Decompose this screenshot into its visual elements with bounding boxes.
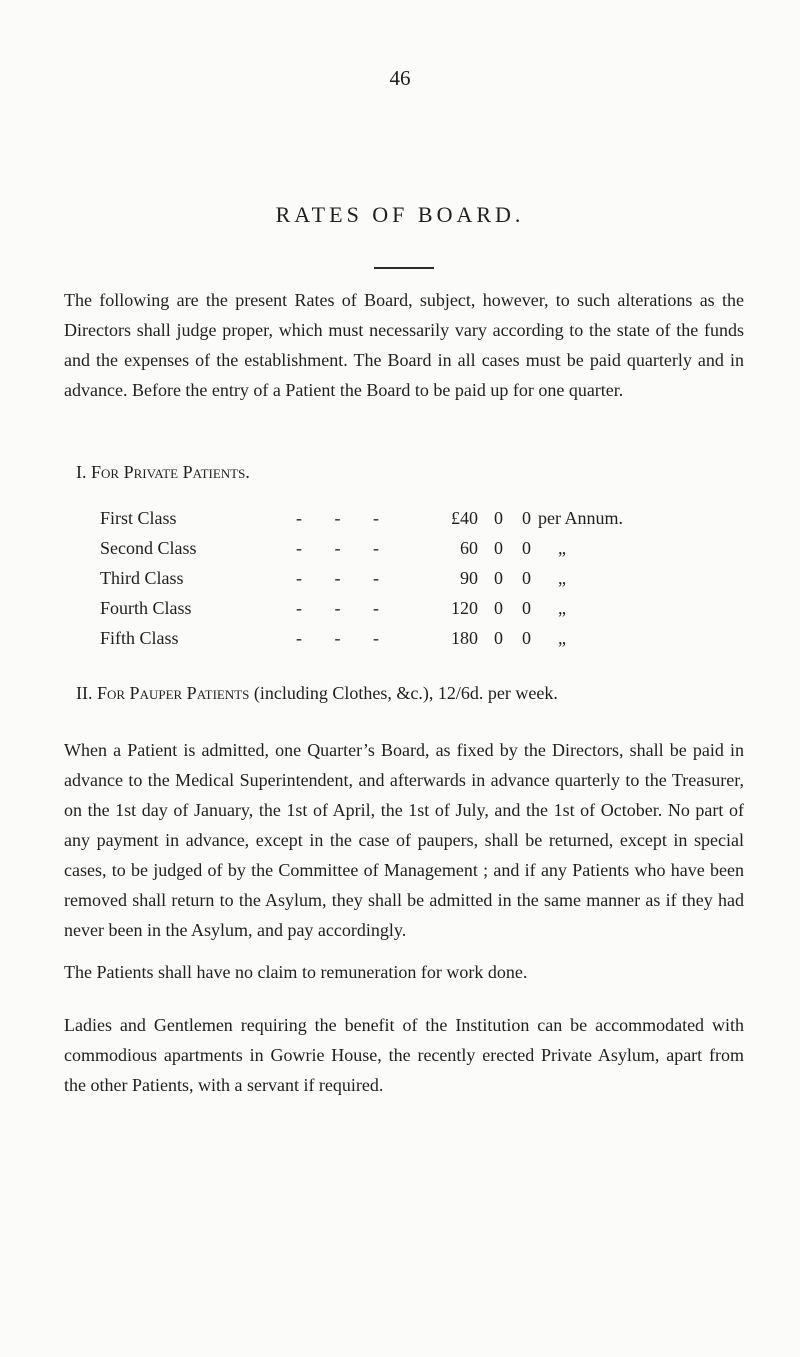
remuneration-paragraph: The Patients shall have no claim to remuneration for work done. [64, 962, 528, 982]
leader-dashes: - - - [296, 538, 393, 558]
rate-period: „ [558, 568, 566, 588]
pauper-rate: (including Clothes, &c.), 12/6d. per week. [249, 683, 558, 703]
page-number: 46 [389, 66, 411, 90]
rate-row [100, 538, 740, 568]
leader-dashes: - - - [296, 568, 393, 588]
intro-paragraph: The following are the present Rates of Board, subject, however, to such alterations as the Directors shall judge proper, which must necessarily vary according to the state of the funds and the expenses of the establishment. The Board in all cases must be paid quarterly and in advance. Before the entry of a Patient the Board to be paid up for one quarter. [64, 290, 744, 400]
rate-class-name: First Class [100, 508, 177, 528]
rate-pounds: 90 [460, 568, 478, 588]
rate-period: „ [558, 598, 566, 618]
rate-class-name: Second Class [100, 538, 197, 558]
leader-dashes: - - - [296, 508, 393, 528]
rate-shillings: 0 [494, 568, 503, 588]
rate-row [100, 628, 740, 658]
rate-pounds: £40 [451, 508, 478, 528]
pauper-patients-line [76, 683, 558, 704]
rate-pence: 0 [522, 538, 531, 558]
rate-pounds: 120 [451, 598, 478, 618]
rate-period: „ [558, 538, 566, 558]
rate-shillings: 0 [494, 508, 503, 528]
rate-pounds: 60 [460, 538, 478, 558]
rate-row [100, 598, 740, 628]
rate-pence: 0 [522, 598, 531, 618]
pauper-heading: II. For Pauper Patients [76, 683, 250, 703]
rate-class-name: Third Class [100, 568, 184, 588]
rate-shillings: 0 [494, 628, 503, 648]
page-title: RATES OF BOARD. [275, 202, 525, 227]
private-patients-heading: I. For Private Patients. [76, 462, 250, 482]
rate-class-name: Fifth Class [100, 628, 179, 648]
rate-pence: 0 [522, 568, 531, 588]
admission-paragraph: When a Patient is admitted, one Quarter’s Board, as fixed by the Directors, shall be paid in advance to the Medical Superintendent, and afterwards in advance quarterly to the Treasurer, on the 1st day of January, the 1st of April, the 1st of July, and the 1st of October. No part of any payment in advance, except in the case of paupers, shall be returned, except in special cases, to be judged of by the Committee of Management ; and if any Patients who have been removed shall return to the Asylum, they shall be admitted in the same manner as if they had never been in the Asylum, and pay accordingly. [64, 740, 744, 940]
rate-pence: 0 [522, 628, 531, 648]
rate-shillings: 0 [494, 538, 503, 558]
private-rates-table [100, 508, 740, 658]
rate-period: „ [558, 628, 566, 648]
rate-pence: 0 [522, 508, 531, 528]
leader-dashes: - - - [296, 598, 393, 618]
rate-pounds: 180 [451, 628, 478, 648]
rate-period: per Annum. [538, 508, 623, 528]
title-divider [374, 267, 434, 269]
rate-class-name: Fourth Class [100, 598, 192, 618]
rate-row [100, 568, 740, 598]
gowrie-house-paragraph: Ladies and Gentlemen requiring the benefit of the Institution can be accommodated with commodious apartments in Gowrie House, the recently erected Private Asylum, apart from the other Patients, with a servant if required. [64, 1015, 744, 1095]
leader-dashes: - - - [296, 628, 393, 648]
rate-row [100, 508, 740, 538]
rate-shillings: 0 [494, 598, 503, 618]
